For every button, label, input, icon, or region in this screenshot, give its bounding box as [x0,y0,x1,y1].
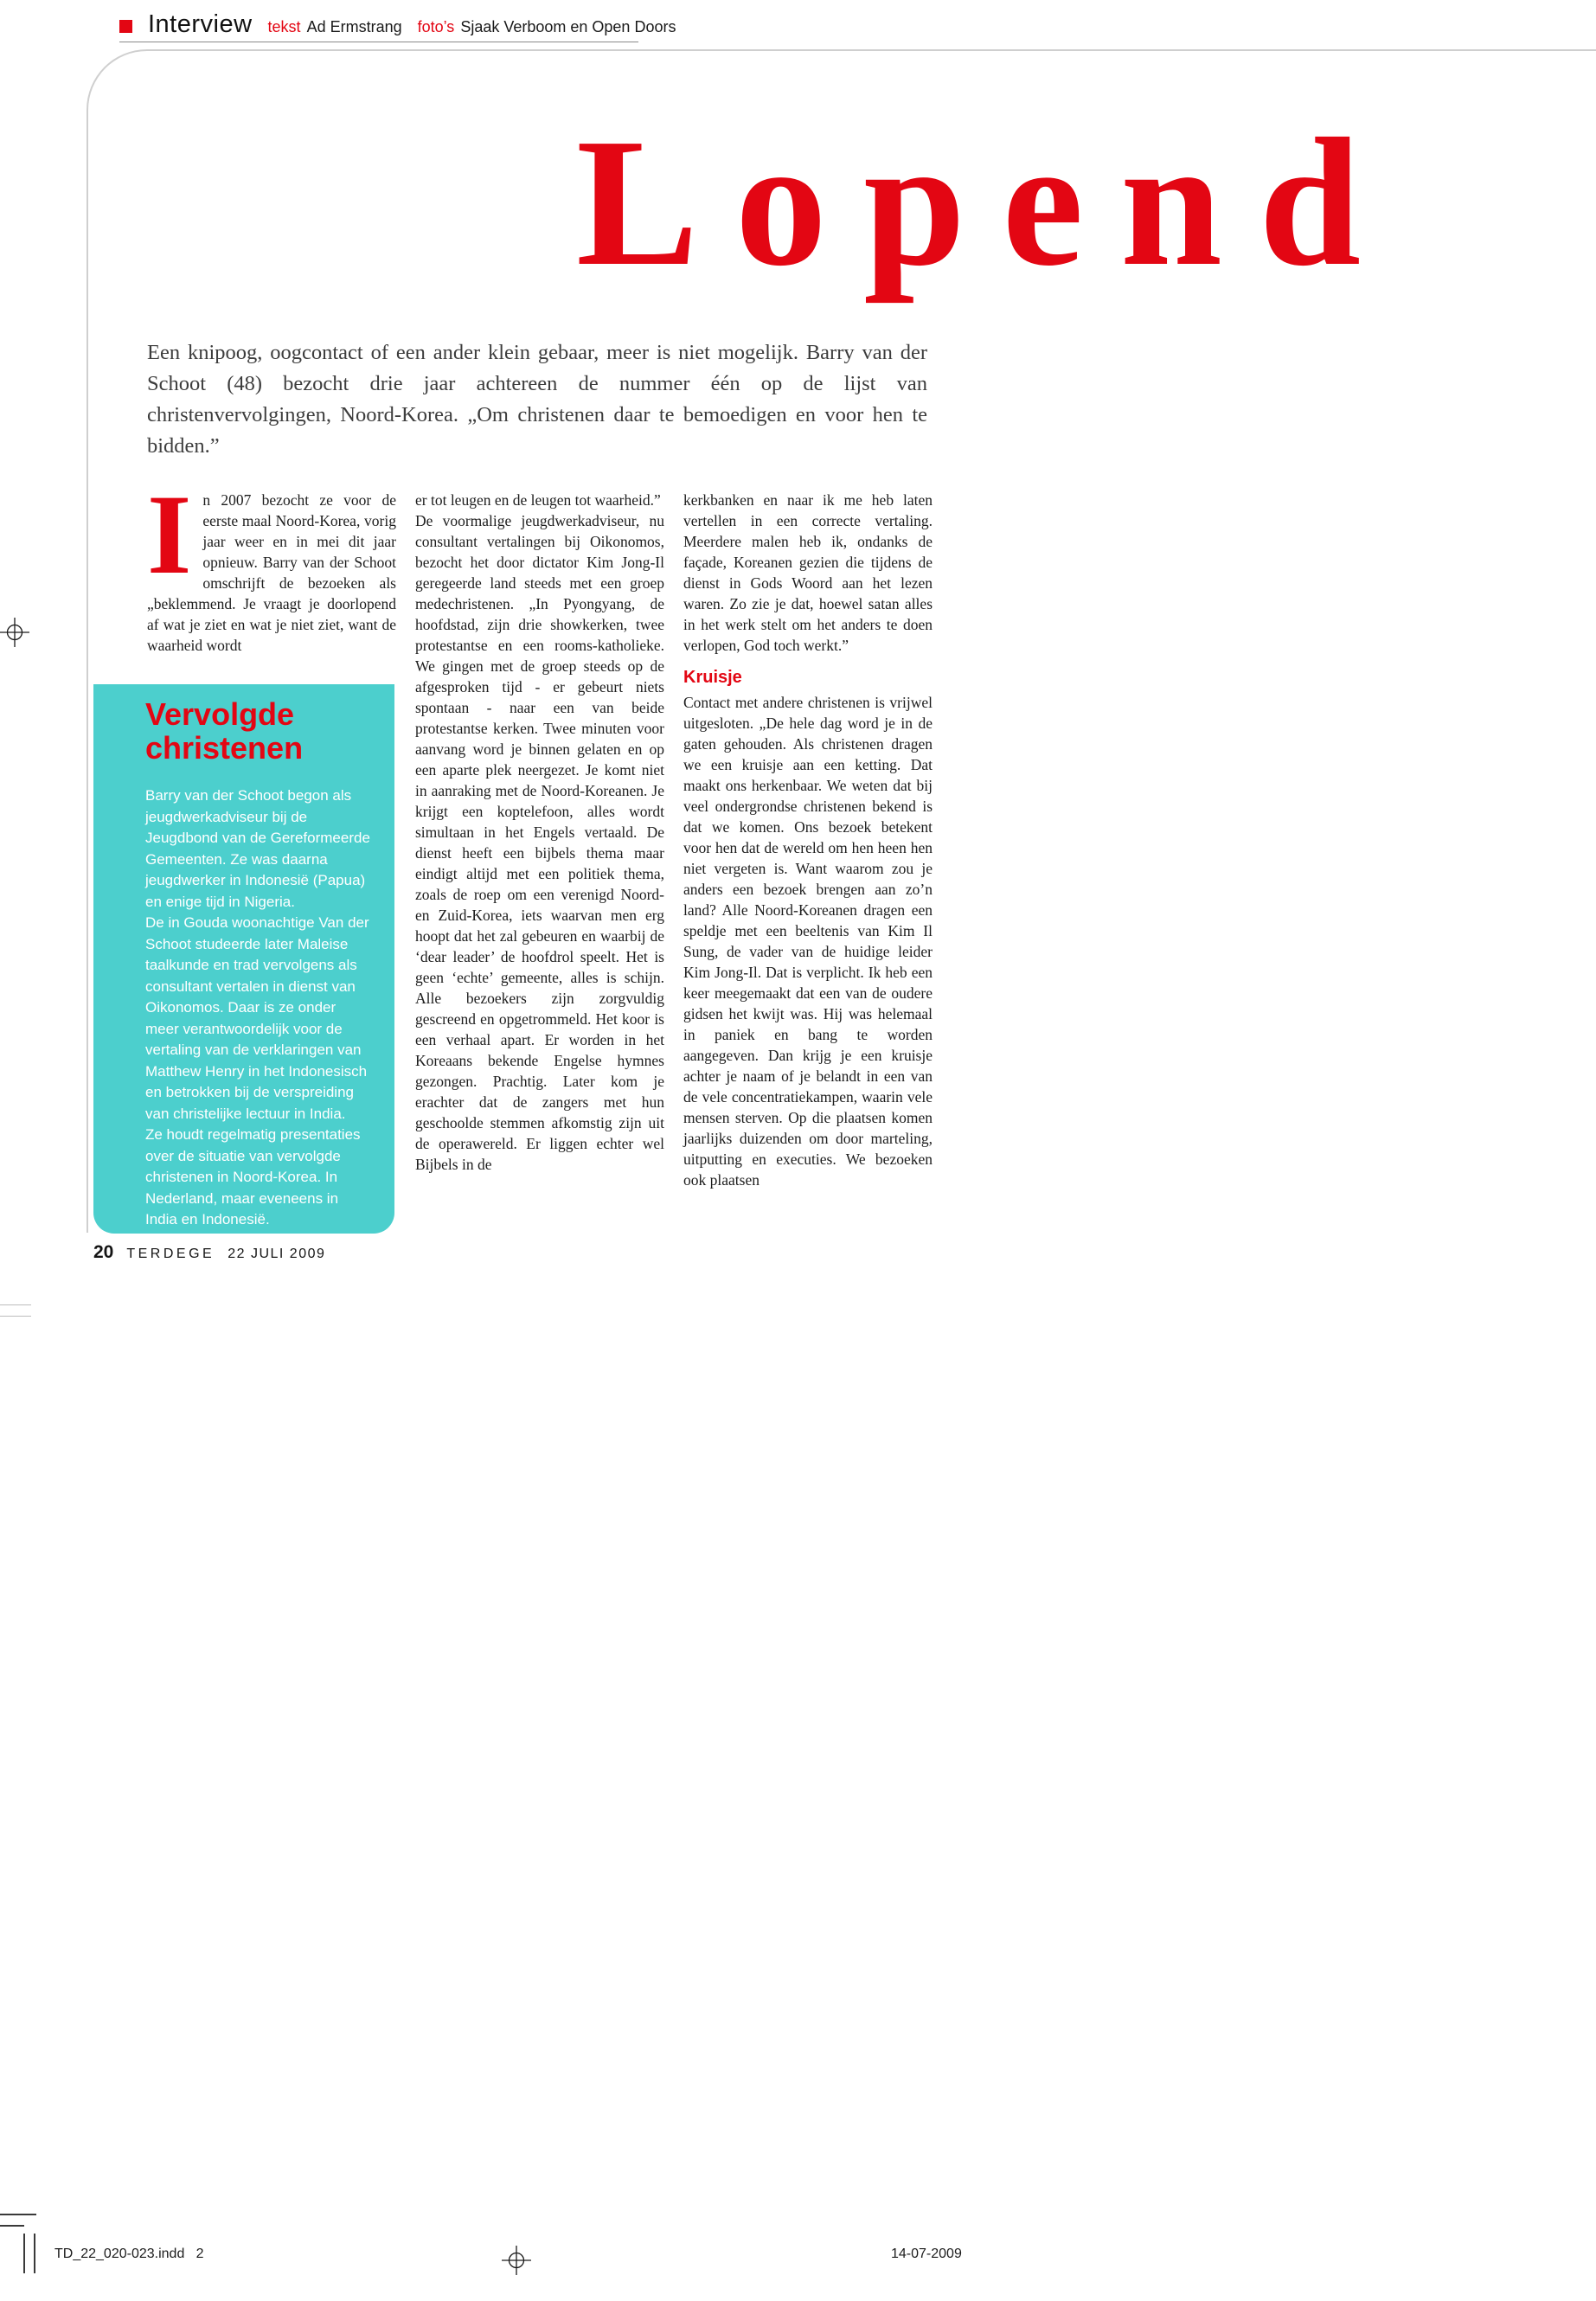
body-paragraph: kerkbanken en naar ik me heb laten vertellen in een correcte vertaling. Meerdere malen heb ik, ondanks de façade, Koreanen gezien die tijdens de dienst in Gods Woord aan het lezen waren. Zo zie je dat, hoewel satan alles in het werk stelt om het anders te doen verlopen, God toch werkt.” [683,491,933,654]
body-column-2 [415,490,664,1175]
print-date-label: 14-07-2009 [891,2247,962,2261]
sidebar-paragraph: De in Gouda woonachtige Van der Schoot studeerde later Maleise taalkunde en trad vervolgens als consultant vertalen in dienst van Oikonomos. Daar is ze onder meer verantwoordelijk voor de vertaling van de verklaringen van Matthew Henry in het Indonesisch en betrokken bij de verspreiding van christelijke lectuur in India. [145,914,369,1122]
crop-mark [0,2225,24,2227]
body-paragraph: De voormalige jeugdwerkadviseur, nu consultant vertalingen bij Oikonomos, bezocht het door dictator Kim Jong-Il geregeerde land steeds met een groep medechristenen. „In Pyongyang, de hoofdstad, zijn drie showkerken, twee protestantse en een rooms-katholieke. We gingen met de groep steeds op de afgesproken tijd - er gebeurt niets spontaan - naar een van beide protestantse kerken. Twee minuten voor aanvang word je binnen gelaten en op een aparte plek neergezet. Je komt niet in aanraking met de Noord-Koreanen. Je krijgt een koptelefoon, alles wordt simultaan in het Engels vertaald. De dienst heeft een bijbels thema maar eindigt altijd met een politiek thema, zoals de roep om een verenigd Noord- en Zuid-Korea, iets waarvan men erg hoopt dat het zal gebeuren en waarbij de ‘dear leader’ de hoofdrol speelt. Het is geen ‘echte’ gemeente, alles is schijn. Alle bezoekers zijn zorgvuldig gescreend en opgetrommeld. Het koor is een verhaal apart. Er worden in het Koreaans bekende Engelse hymnes gezongen. Prachtig. Later kom je erachter dat de zangers met hun geschoolde stemmen afkomstig zijn uit de operawereld. Er liggen echter wel Bijbels in de [415,512,664,1173]
crop-mark [0,1316,31,1317]
sidebar-paragraph: Ze houdt regelmatig presentaties over de situatie van vervolgde christenen in Noord-Korea. In Nederland, maar eveneens in India en Indonesië. [145,1126,361,1228]
intro-paragraph: Een knipoog, oogcontact of een ander klein gebaar, meer is niet mogelijk. Barry van der Schoot (48) bezocht drie jaar achtereen de nummer één op de lijst van christenvervolgingen, Noord-Korea. „Om christenen daar te bemoedigen en voor hen te bidden.” [147,341,927,458]
subhead-kruisje: Kruisje [683,668,742,687]
page-footer [93,1242,325,1263]
photo-credit [418,18,676,36]
sidebar-heading: Vervolgde christenen [145,696,304,766]
sidebar-box [93,684,394,1234]
photo-credit-label: foto’s [417,18,455,35]
text-credit [268,18,402,36]
dropcap: I [147,471,192,598]
print-file-label: TD_22_020-023.indd 2 [54,2247,204,2261]
magazine-name: TERDEGE [126,1247,215,1261]
body-column-1 [147,471,396,656]
sidebar-paragraph: Barry van der Schoot begon als jeugdwerkadviseur bij de Jeugdbond van de Gereformeerde Gemeenten. Ze was daarna jeugdwerker in Indonesië (Papua) en enige tijd in Nigeria. [145,787,370,910]
red-square-bullet-icon [119,20,132,33]
text-credit-label: tekst [267,18,301,35]
crop-mark [0,2214,36,2215]
registration-mark-icon [502,2246,531,2275]
issue-date: 22 JULI 2009 [228,1247,326,1261]
column1-text: n 2007 bezocht ze voor de eerste maal Noord-Korea, vorig jaar weer en in mei dit jaar opnieuw. Barry van der Schoot omschrijft de bezoeken als „beklemmend. Je vraagt je doorlopend af wat je ziet en wat je niet ziet, want de waarheid wordt [147,491,396,654]
text-credit-name: Ad Ermstrang [306,18,402,35]
kicker [119,10,676,39]
body-paragraph: er tot leugen en de leugen tot waarheid.” [415,491,661,509]
page-number: 20 [93,1242,114,1262]
registration-mark-icon [0,618,29,647]
body-column-3 [683,490,933,1190]
crop-mark [34,2234,35,2273]
photo-credit-name: Sjaak Verboom en Open Doors [460,18,676,35]
body-paragraph: Contact met andere christenen is vrijwel uitgesloten. „De hele dag word je in de gaten gehouden. Als christenen dragen we een kruisje aan een ketting. Dat maakt ons herkenbaar. We weten dat bij veel ondergrondse christenen bekend is dat we komen. Ons bezoek betekent voor hen dat de wereld om hen heen hen niet vergeten is. Want waarom zou je anders een bezoek brengen aan zo’n land? Alle Noord-Koreanen dragen een speldje met een beeltenis van Kim Il Sung, de vader van de huidige leider Kim Jong-Il. Dat is verplicht. Ik heb een keer meegemaakt dat een van de oudere gidsen het kwijt was. Hij was helemaal in paniek en bang te worden aangegeven. Dan krijg je een kruisje achter je naam of je belandt in een van de vele concentratiekampen, waarin vele mensen sterven. Op die plaatsen komen jaarlijks duizenden om door marteling, uitputting en executies. We bezoeken ook plaatsen [683,694,933,1189]
crop-mark [23,2234,25,2273]
headline: Lopend [576,100,1398,304]
section-label: Interview [148,10,253,38]
crop-mark [0,1304,31,1305]
